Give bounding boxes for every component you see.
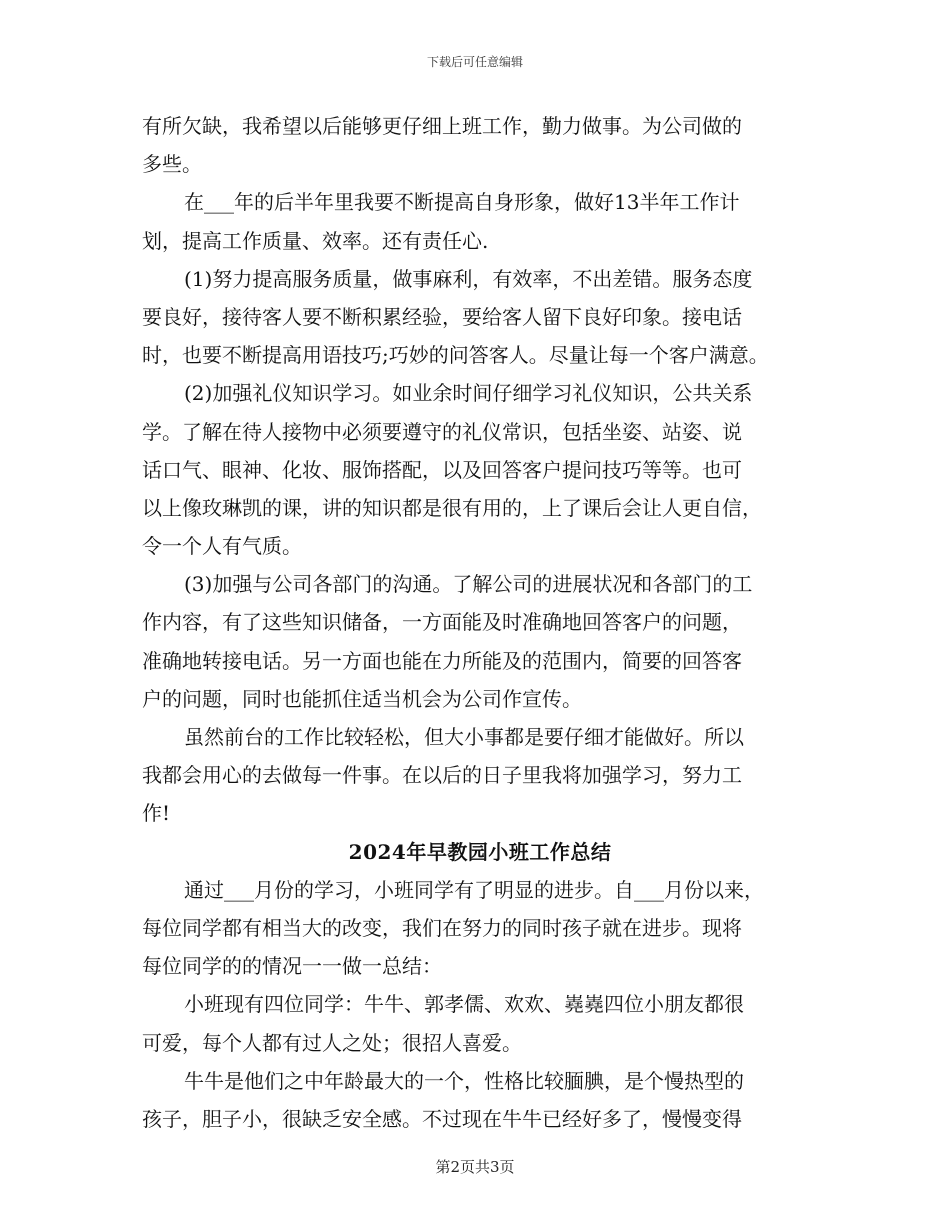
body-line: 时，也要不断提高用语技巧;巧妙的问答客人。尽量让每一个客户满意。 [142,343,769,368]
paragraph-line: 虽然前台的工作比较轻松，但大小事都是要仔细才能做好。所以 [184,725,744,749]
body-line: 每位同学都有相当大的改变，我们在努力的同时孩子就在进步。现将 [142,915,742,940]
paragraph-line: 牛牛是他们之中年龄最大的一个，性格比较腼腆，是个慢热型的 [184,1068,744,1093]
body-line: 以上像玫琳凯的课，讲的知识都是很有用的，上了课后会让人更自信， [142,495,762,520]
body-line: 孩子，胆子小，很缺乏安全感。不过现在牛牛已经好多了，慢慢变得 [142,1106,742,1131]
body-line: 令一个人有气质。 [142,534,302,559]
paragraph-line: (1)努力提高服务质量，做事麻利，有效率，不出差错。服务态度 [184,266,753,291]
body-line: 有所欠缺，我希望以后能够更仔细上班工作，勤力做事。为公司做的 [142,114,742,138]
body-line: 准确地转接电话。另一方面也能在力所能及的范围内，简要的回答客 [142,648,742,673]
paragraph-line: 通过___月份的学习，小班同学有了明显的进步。自___月份以来， [184,877,764,902]
paragraph-line: 在___年的后半年里我要不断提高自身形象，做好13半年工作计 [184,190,740,215]
paragraph-line: 小班现有四位同学：牛牛、郭孝儒、欢欢、嶤嶤四位小朋友都很 [184,992,744,1017]
body-line: 我都会用心的去做每一件事。在以后的日子里我将加强学习，努力工 [142,763,742,788]
page-number: 第2页共3页 [435,1158,515,1176]
page-header-note: 下载后可任意编辑 [426,55,523,69]
paragraph-line: (3)加强与公司各部门的沟通。了解公司的进展状况和各部门的工 [184,572,753,597]
body-line: 每位同学的的情况一一做一总结： [142,954,442,979]
body-line: 话口气、眼神、化妆、服饰搭配，以及回答客户提问技巧等等。也可 [142,457,742,482]
body-line: 作内容，有了这些知识储备，一方面能及时准确地回答客户的问题， [142,610,742,635]
body-line: 要良好，接待客人要不断积累经验，要给客人留下良好印象。接电话 [142,304,742,329]
paragraph-line: (2)加强礼仪知识学习。如业余时间仔细学习礼仪知识，公共关系 [184,381,753,406]
body-line: 学。了解在待人接物中必须要遵守的礼仪常识，包括坐姿、站姿、说 [142,419,742,444]
body-line: 划，提高工作质量、效率。还有责任心. [142,228,489,253]
section-title: 2024年早教园小班工作总结 [348,839,612,864]
body-line: 多些。 [142,152,202,177]
body-line: 户的问题，同时也能抓住适当机会为公司作宣传。 [142,686,582,711]
document-body [142,107,818,1138]
body-line: 作! [142,801,171,826]
body-line: 可爱，每个人都有过人之处；很招人喜爱。 [142,1030,522,1055]
